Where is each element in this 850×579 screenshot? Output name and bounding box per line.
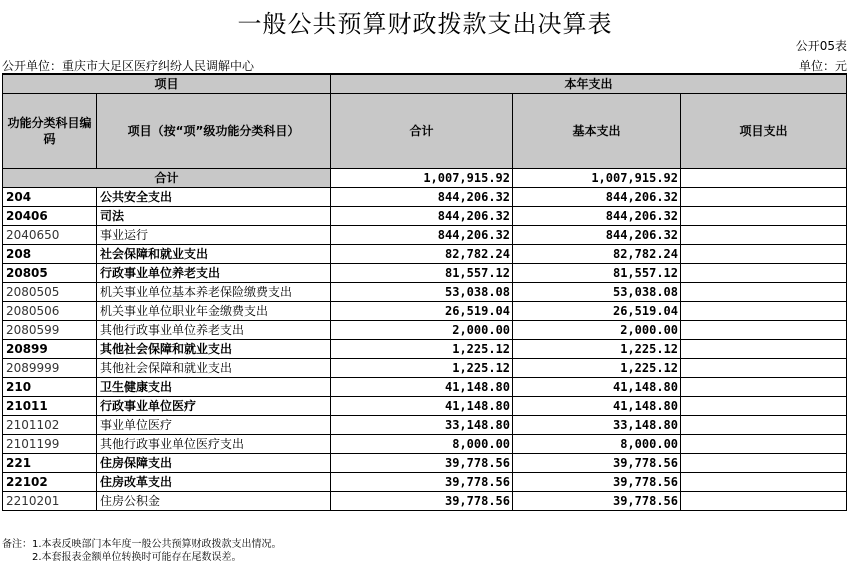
row-name: 行政事业单位医疗 [97,397,331,416]
row-project [681,454,847,473]
row-total: 39,778.56 [331,473,513,492]
reporting-unit: 公开单位：重庆市大足区医疗纠纷人民调解中心 [2,59,255,73]
row-code: 20899 [3,340,97,359]
unit-row [2,56,847,74]
row-basic: 82,782.24 [513,245,681,264]
currency-unit: 单位：元 [798,59,847,73]
row-project [681,245,847,264]
row-basic: 26,519.04 [513,302,681,321]
row-code: 2080599 [3,321,97,340]
table-row [3,454,847,473]
expenditure-table [2,74,847,511]
row-basic: 39,778.56 [513,473,681,492]
header-basic: 基本支出 [513,94,681,169]
table-row [3,435,847,454]
table-row [3,416,847,435]
row-total: 8,000.00 [331,435,513,454]
row-name: 行政事业单位养老支出 [97,264,331,283]
row-total: 82,782.24 [331,245,513,264]
row-basic: 41,148.80 [513,397,681,416]
row-project [681,435,847,454]
row-basic: 41,148.80 [513,378,681,397]
row-basic: 1,225.12 [513,359,681,378]
page-title: 一般公共预算财政拨款支出决算表 [237,10,613,38]
row-project [681,473,847,492]
row-code: 2101102 [3,416,97,435]
row-name: 机关事业单位基本养老保险缴费支出 [97,283,331,302]
table-row [3,207,847,226]
total-label: 合计 [3,169,331,188]
row-name: 住房改革支出 [97,473,331,492]
row-total: 41,148.80 [331,397,513,416]
header-total: 合计 [331,94,513,169]
row-name: 事业运行 [97,226,331,245]
row-name: 住房公积金 [97,492,331,511]
form-number: 公开05表 [795,39,847,53]
table-row [3,378,847,397]
row-code: 210 [3,378,97,397]
row-basic: 1,225.12 [513,340,681,359]
row-name: 其他社会保障和就业支出 [97,359,331,378]
row-total: 81,557.12 [331,264,513,283]
row-basic: 39,778.56 [513,492,681,511]
row-total: 53,038.08 [331,283,513,302]
table-row [3,283,847,302]
row-total: 41,148.80 [331,378,513,397]
row-name: 卫生健康支出 [97,378,331,397]
table-row [3,302,847,321]
row-code: 2040650 [3,226,97,245]
row-code: 2080505 [3,283,97,302]
row-basic: 844,206.32 [513,226,681,245]
row-total: 2,000.00 [331,321,513,340]
row-total: 39,778.56 [331,492,513,511]
row-name: 司法 [97,207,331,226]
row-project [681,226,847,245]
row-name: 其他行政事业单位医疗支出 [97,435,331,454]
row-name: 其他社会保障和就业支出 [97,340,331,359]
row-total: 1,225.12 [331,340,513,359]
row-code: 20805 [3,264,97,283]
row-basic: 39,778.56 [513,454,681,473]
total-project [681,169,847,188]
row-code: 2210201 [3,492,97,511]
table-row [3,359,847,378]
row-basic: 33,148.80 [513,416,681,435]
table-row [3,492,847,511]
row-project [681,359,847,378]
row-code: 221 [3,454,97,473]
table-row [3,321,847,340]
row-total: 33,148.80 [331,416,513,435]
row-basic: 2,000.00 [513,321,681,340]
header-item-name: 项目（按“项”级功能分类科目） [97,94,331,169]
row-code: 2080506 [3,302,97,321]
header-func-code: 功能分类科目编码 [3,94,97,169]
row-project [681,378,847,397]
total-basic: 1,007,915.92 [513,169,681,188]
row-code: 2101199 [3,435,97,454]
table-row [3,397,847,416]
row-project [681,264,847,283]
row-code: 20406 [3,207,97,226]
table-row [3,245,847,264]
header-current-year: 本年支出 [331,75,847,94]
row-code: 22102 [3,473,97,492]
row-basic: 8,000.00 [513,435,681,454]
table-row [3,188,847,207]
row-project [681,188,847,207]
header-project-exp: 项目支出 [681,94,847,169]
row-project [681,283,847,302]
row-total: 39,778.56 [331,454,513,473]
row-total: 844,206.32 [331,188,513,207]
row-project [681,416,847,435]
table-row [3,264,847,283]
row-project [681,302,847,321]
note-2: 2.本套报表金额单位转换时可能存在尾数误差。 [32,552,242,563]
row-project [681,207,847,226]
row-name: 其他行政事业单位养老支出 [97,321,331,340]
row-project [681,492,847,511]
row-total: 844,206.32 [331,207,513,226]
row-code: 204 [3,188,97,207]
row-total: 844,206.32 [331,226,513,245]
row-name: 社会保障和就业支出 [97,245,331,264]
table-row [3,226,847,245]
note-1: 备注：1.本表反映部门本年度一般公共预算财政拨款支出情况。 [2,539,282,550]
table-row [3,340,847,359]
total-row [3,169,847,188]
table-row [3,473,847,492]
row-total: 1,225.12 [331,359,513,378]
row-basic: 844,206.32 [513,207,681,226]
row-name: 公共安全支出 [97,188,331,207]
row-code: 208 [3,245,97,264]
row-name: 机关事业单位职业年金缴费支出 [97,302,331,321]
row-project [681,397,847,416]
row-basic: 53,038.08 [513,283,681,302]
row-basic: 844,206.32 [513,188,681,207]
total-amount: 1,007,915.92 [331,169,513,188]
row-code: 2089999 [3,359,97,378]
row-total: 26,519.04 [331,302,513,321]
header-project: 项目 [3,75,331,94]
row-name: 住房保障支出 [97,454,331,473]
row-name: 事业单位医疗 [97,416,331,435]
row-project [681,321,847,340]
row-basic: 81,557.12 [513,264,681,283]
row-project [681,340,847,359]
row-code: 21011 [3,397,97,416]
notes [2,538,282,564]
